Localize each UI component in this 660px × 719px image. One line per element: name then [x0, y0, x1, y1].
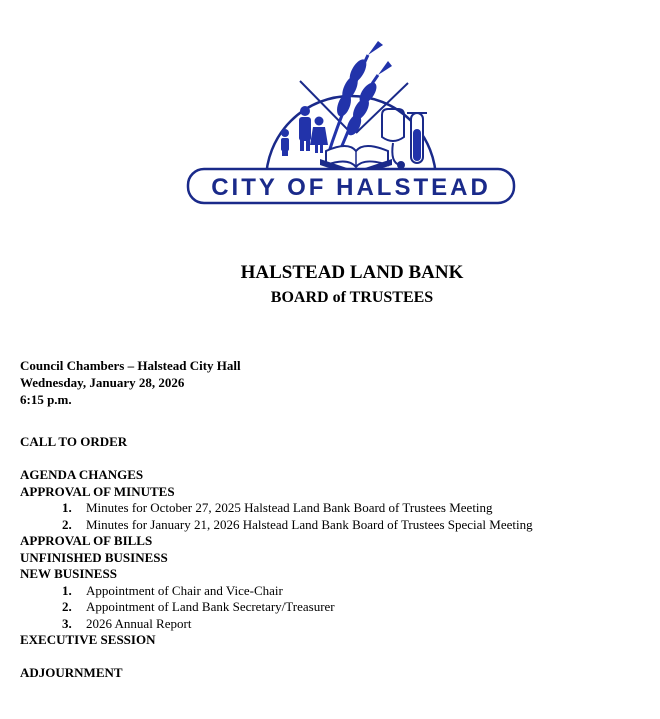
page-subtitle: BOARD of TRUSTEES	[270, 289, 434, 306]
city-of-halstead-logo	[178, 33, 524, 209]
family-icon	[281, 106, 328, 156]
agenda-call-to-order: CALL TO ORDER	[20, 434, 128, 449]
item-number: 1.	[62, 500, 72, 515]
list-item	[62, 616, 191, 632]
agenda-executive-session: EXECUTIVE SESSION	[20, 632, 156, 647]
agenda-agenda-changes: AGENDA CHANGES	[20, 467, 144, 482]
agenda-new-business: NEW BUSINESS	[20, 566, 117, 581]
agenda-unfinished-business: UNFINISHED BUSINESS	[20, 550, 168, 565]
list-item	[62, 517, 533, 533]
list-item	[62, 500, 493, 516]
item-text: 2026 Annual Report	[86, 616, 192, 631]
item-text: Appointment of Chair and Vice-Chair	[86, 583, 283, 598]
test-tube-icon	[407, 113, 427, 163]
meeting-time: 6:15 p.m.	[20, 392, 72, 407]
item-text: Minutes for January 21, 2026 Halstead Land Bank Board of Trustees Special Meeting	[86, 517, 533, 532]
item-number: 2.	[62, 599, 72, 614]
page-title: HALSTEAD LAND BANK	[240, 262, 464, 283]
agenda-adjournment: ADJOURNMENT	[20, 665, 123, 680]
item-number: 3.	[62, 616, 72, 631]
item-text: Minutes for October 27, 2025 Halstead Land Bank Board of Trustees Meeting	[86, 500, 493, 515]
list-item	[62, 599, 335, 615]
item-number: 1.	[62, 583, 72, 598]
meeting-location: Council Chambers – Halstead City Hall	[20, 358, 241, 373]
list-item	[62, 583, 283, 599]
item-number: 2.	[62, 517, 72, 532]
agenda-approval-of-bills: APPROVAL OF BILLS	[20, 533, 153, 548]
meeting-info	[20, 357, 241, 408]
logo-text: CITY OF HALSTEAD	[211, 174, 491, 201]
item-text: Appointment of Land Bank Secretary/Treasurer	[86, 599, 335, 614]
agenda-approval-of-minutes: APPROVAL OF MINUTES	[20, 484, 175, 499]
meeting-date: Wednesday, January 28, 2026	[20, 375, 185, 390]
